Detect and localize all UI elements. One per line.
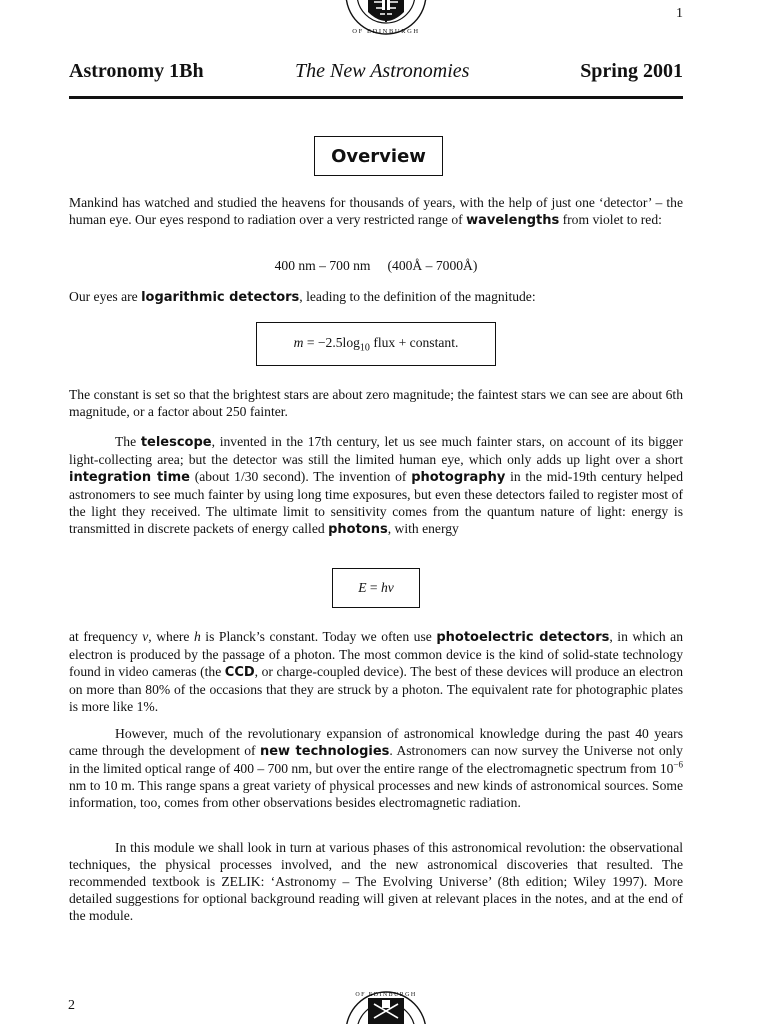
university-crest-top: [338, 0, 434, 40]
superscript-exponent: −6: [673, 759, 683, 770]
keyword-photoelectric-detectors: photoelectric detectors: [436, 630, 610, 645]
text-run: , where: [148, 629, 194, 644]
wavelength-range: [69, 258, 683, 274]
keyword-new-technologies: new technologies: [259, 744, 390, 759]
keyword-telescope: telescope: [140, 435, 212, 450]
text-run: in the mid-19th century helped astronomers to see much fainter by using long time exposures, but even these detectors failed to register most of the light they received. The ultimate limit to sensitivity comes from the quantum nature of light: energy is transmitted in discrete packets of energy called: [69, 469, 683, 536]
magnitude-equation: [256, 322, 496, 366]
crest-bottom-lettering: OF EDINBURGH: [355, 992, 417, 998]
eq-text: flux + constant.: [369, 334, 459, 350]
text-run: , leading to the definition of the magnitude:: [299, 289, 536, 304]
paragraph-photoelectric: [69, 628, 683, 715]
section-title: Overview: [314, 136, 443, 176]
course-title: Astronomy 1Bh: [69, 60, 204, 82]
keyword-wavelengths: wavelengths: [466, 213, 560, 228]
text-run: . Astronomers can now survey the Universe not only in the limited optical range of 400 – 700 nm, but over the entire range of the electromagnetic spectrum from 10: [69, 743, 683, 776]
text-run: , in which an electron is produced by the passage of a photon. The most common device is the kind of solid-state technology found in video cameras (the: [69, 629, 684, 679]
text-run: from violet to red:: [559, 212, 662, 227]
header-rule: [69, 96, 683, 99]
keyword-photons: photons: [328, 522, 388, 537]
text-run: , invented in the 17th century, let us see much fainter stars, on account of its bigger light-collecting area; but the detector was still the limited human eye, which only adds up light over a short: [69, 434, 683, 467]
paragraph-logarithmic: [69, 288, 683, 306]
keyword-logarithmic-detectors: logarithmic detectors: [141, 290, 300, 305]
text-run: However, much of the revolutionary expansion of astronomical knowledge during the past 40 years came through the development of: [69, 726, 683, 758]
symbol-h: h: [193, 629, 201, 644]
university-crest-bottom: [338, 990, 434, 1024]
text-run: nm to 10 m. This range spans a great variety of physical processes and new kinds of astronomical sources. Some information, too, comes from other observations besides electromagnetic radiation.: [69, 778, 683, 810]
text-run: is Planck’s constant. Today we often use: [200, 629, 437, 644]
text-run: , with energy: [387, 521, 459, 536]
text-run: at frequency: [69, 629, 143, 644]
paragraph-module-outline: In this module we shall look in turn at various phases of this astronomical revolution: the observational techniques, the physical processes involved, and the new astronomical discoveries that resulted. The recommended textbook is ZELIK: ‘Astronomy – The Evolving Universe’ (8th edition; Wiley 1997). More detailed suggestions for optional background reading will given at relevant places in the notes, and at the end of the module.: [69, 840, 683, 923]
text-run: Mankind has watched and studied the heavens for thousands of years, with the help of just one ‘detector’ – the human eye. Our eyes respond to radiation over a very restricted range of: [69, 195, 683, 227]
paragraph-constant: The constant is set so that the brightest stars are about zero magnitude; the faintest stars we can see are about 6th magnitude, or a factor about 250 fainter.: [69, 387, 683, 419]
keyword-photography: photography: [411, 470, 506, 485]
text-run: , or charge-coupled device). The best of these devices will produce an electron on more than 80% of the occasions that they are struck by a photon. The equivalent rate for photographic plates is more like 1%.: [69, 664, 683, 714]
text-run: (about 1/30 second). The invention of: [189, 469, 412, 484]
eq-subscript: 10: [359, 342, 370, 354]
eq-variable-m: m: [293, 334, 304, 350]
range-angstrom: (400Å – 7000Å): [387, 258, 478, 273]
eq-variable-hnu: hν: [380, 580, 394, 595]
text-run: The: [115, 434, 141, 449]
eq-variable-e: E: [358, 580, 367, 595]
document-header: [69, 60, 683, 88]
term-label: Spring 2001: [580, 60, 683, 82]
keyword-ccd: CCD: [224, 665, 255, 680]
symbol-nu: ν: [142, 629, 149, 644]
module-title: The New Astronomies: [295, 60, 470, 82]
paragraph-intro: [69, 194, 683, 229]
keyword-integration-time: integration time: [69, 470, 190, 485]
paragraph-telescope: [69, 433, 683, 538]
photon-energy-equation: [332, 568, 420, 608]
top-page-number: 1: [676, 6, 683, 21]
text-run: Our eyes are: [69, 289, 142, 304]
bottom-page-number: 2: [68, 998, 75, 1013]
eq-text: =: [366, 580, 381, 595]
range-nm: 400 nm – 700 nm: [274, 258, 371, 273]
paragraph-new-technologies: [69, 725, 683, 811]
crest-top-lettering: OF EDINBURGH: [352, 28, 420, 35]
eq-text: = −2.5log: [303, 334, 360, 350]
